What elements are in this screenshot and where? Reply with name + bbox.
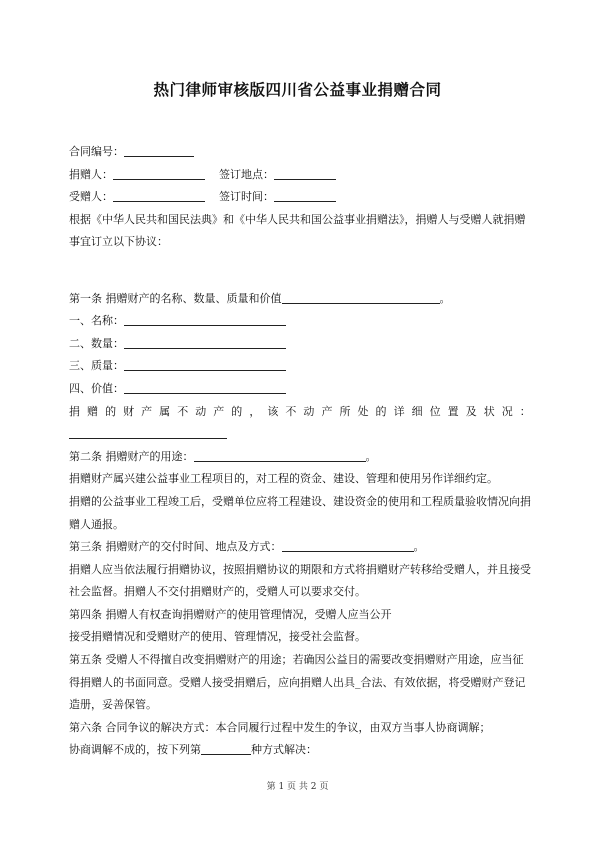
article1-heading-row [69, 288, 531, 311]
real-estate-char: 详 [393, 404, 405, 418]
real-estate-char: 不 [285, 404, 297, 418]
item-quantity-row [69, 333, 531, 356]
article1-heading: 第一条 捐赠财产的名称、数量、质量和价值 [69, 291, 282, 305]
real-estate-char: 及 [465, 404, 477, 418]
real-estate-char: 的 [231, 404, 243, 418]
article3-heading-row [69, 536, 531, 559]
item-value-label: 四、价值： [69, 381, 124, 395]
article3-blank[interactable] [282, 538, 414, 552]
real-estate-char: ： [519, 404, 531, 418]
article3-paragraph: 捐赠人应当依法履行捐赠协议，按照捐赠协议的期限和方式将捐赠财产转移给受赠人，并且接受社会监督。捐赠人不交付捐赠财产的，受赠人可以要求交付。 [69, 562, 531, 599]
contract-no-row [69, 141, 531, 164]
real-estate-row [69, 401, 531, 424]
real-estate-char: 的 [105, 404, 117, 418]
real-estate-char: 况 [501, 404, 513, 418]
item-quantity-label: 二、数量： [69, 336, 124, 350]
sign-time-label: 签订时间： [219, 190, 274, 204]
article2-blank[interactable] [194, 448, 366, 462]
article3-end: 。 [413, 540, 425, 554]
real-estate-char: 置 [447, 404, 459, 418]
intro-paragraph: 根据《中华人民共和国民法典》和《中华人民共和国公益事业捐赠法》，捐赠人与受赠人就捐赠事宜订立以下协议： [69, 212, 526, 249]
real-estate-char: 财 [123, 404, 135, 418]
article6-line-2 [69, 739, 531, 762]
item-quantity-blank[interactable] [124, 335, 286, 349]
real-estate-char: 位 [429, 404, 441, 418]
article4-line-2: 接受捐赠情况和受赠财产的使用、管理情况，接受社会监督。 [69, 630, 366, 644]
real-estate-char: 动 [303, 404, 315, 418]
article1-end: 。 [439, 291, 451, 305]
article4-line-1: 第四条 捐赠人有权查询捐赠财产的使用管理情况，受赠人应当公开 [69, 607, 392, 621]
sign-place-blank[interactable] [274, 166, 336, 180]
item-value-row [69, 378, 531, 401]
real-estate-char: 动 [195, 404, 207, 418]
donor-label: 捐赠人： [69, 167, 113, 181]
real-estate-char: 赠 [87, 404, 99, 418]
article2-paragraph-2: 捐赠的公益事业工程竣工后，受赠单位应将工程建设、建设资金的使用和工程质量验收情况向捐赠人通报。 [69, 494, 531, 531]
article2-paragraph-1: 捐赠财产属兴建公益事业工程项目的，对工程的资金、建设、管理和使用另作详细约定。 [69, 472, 498, 486]
article5-paragraph: 第五条 受赠人不得擅自改变捐赠财产的用途；若确因公益目的需要改变捐赠财产用途，应当征得捐赠人的书面同意。受赠人接受捐赠后，应向捐赠人出具_合法、有效依据，将受赠财产登记造册，妥善保管。 [69, 653, 526, 712]
article2-heading-row [69, 446, 531, 469]
item-name-blank[interactable] [124, 312, 286, 326]
page-footer: 第 1 页 共 2 页 [266, 782, 329, 792]
item-quality-blank[interactable] [124, 357, 286, 371]
article6-text-b: 种方式解决： [251, 743, 317, 757]
sign-time-blank[interactable] [274, 188, 336, 202]
article6-line-1: 第六条 合同争议的解决方式：本合同履行过程中发生的争议，由双方当事人协商调解； [69, 720, 491, 734]
item-value-blank[interactable] [124, 380, 286, 394]
donor-blank[interactable] [113, 166, 205, 180]
article1-blank[interactable] [282, 290, 440, 304]
real-estate-char: ， [249, 404, 261, 418]
donor-row [69, 164, 531, 187]
real-estate-char: 细 [411, 404, 423, 418]
contract-no-label: 合同编号： [69, 145, 124, 158]
real-estate-char: 所 [339, 404, 351, 418]
real-estate-char: 不 [177, 404, 189, 418]
real-estate-char: 产 [321, 404, 333, 418]
document-title: 热门律师审核版四川省公益事业捐赠合同 [153, 81, 442, 99]
contract-body [69, 141, 531, 762]
real-estate-blank-row [69, 423, 531, 446]
item-quality-label: 三、质量： [69, 359, 124, 373]
real-estate-char: 属 [159, 404, 171, 418]
article2-heading: 第二条 捐赠财产的用途： [69, 449, 194, 463]
real-estate-char: 状 [483, 404, 495, 418]
contract-no-blank[interactable] [124, 143, 194, 157]
article6-text-a: 协商调解不成的，按下列第 [69, 743, 201, 757]
real-estate-char: 产 [213, 404, 225, 418]
real-estate-char: 处 [357, 404, 369, 418]
real-estate-char: 的 [375, 404, 387, 418]
article2-end: 。 [365, 449, 377, 463]
item-name-label: 一、名称： [69, 314, 124, 328]
real-estate-char: 捐 [69, 404, 80, 418]
real-estate-blank[interactable] [69, 425, 227, 439]
real-estate-char: 该 [267, 404, 279, 418]
article6-blank[interactable] [201, 741, 251, 755]
article3-heading: 第三条 捐赠财产的交付时间、地点及方式： [69, 540, 282, 554]
donee-blank[interactable] [113, 188, 205, 202]
item-name-row [69, 310, 531, 333]
real-estate-char: 产 [141, 404, 153, 418]
sign-place-label: 签订地点： [219, 167, 274, 181]
donee-row [69, 186, 531, 209]
item-quality-row [69, 355, 531, 378]
donee-label: 受赠人： [69, 190, 113, 204]
